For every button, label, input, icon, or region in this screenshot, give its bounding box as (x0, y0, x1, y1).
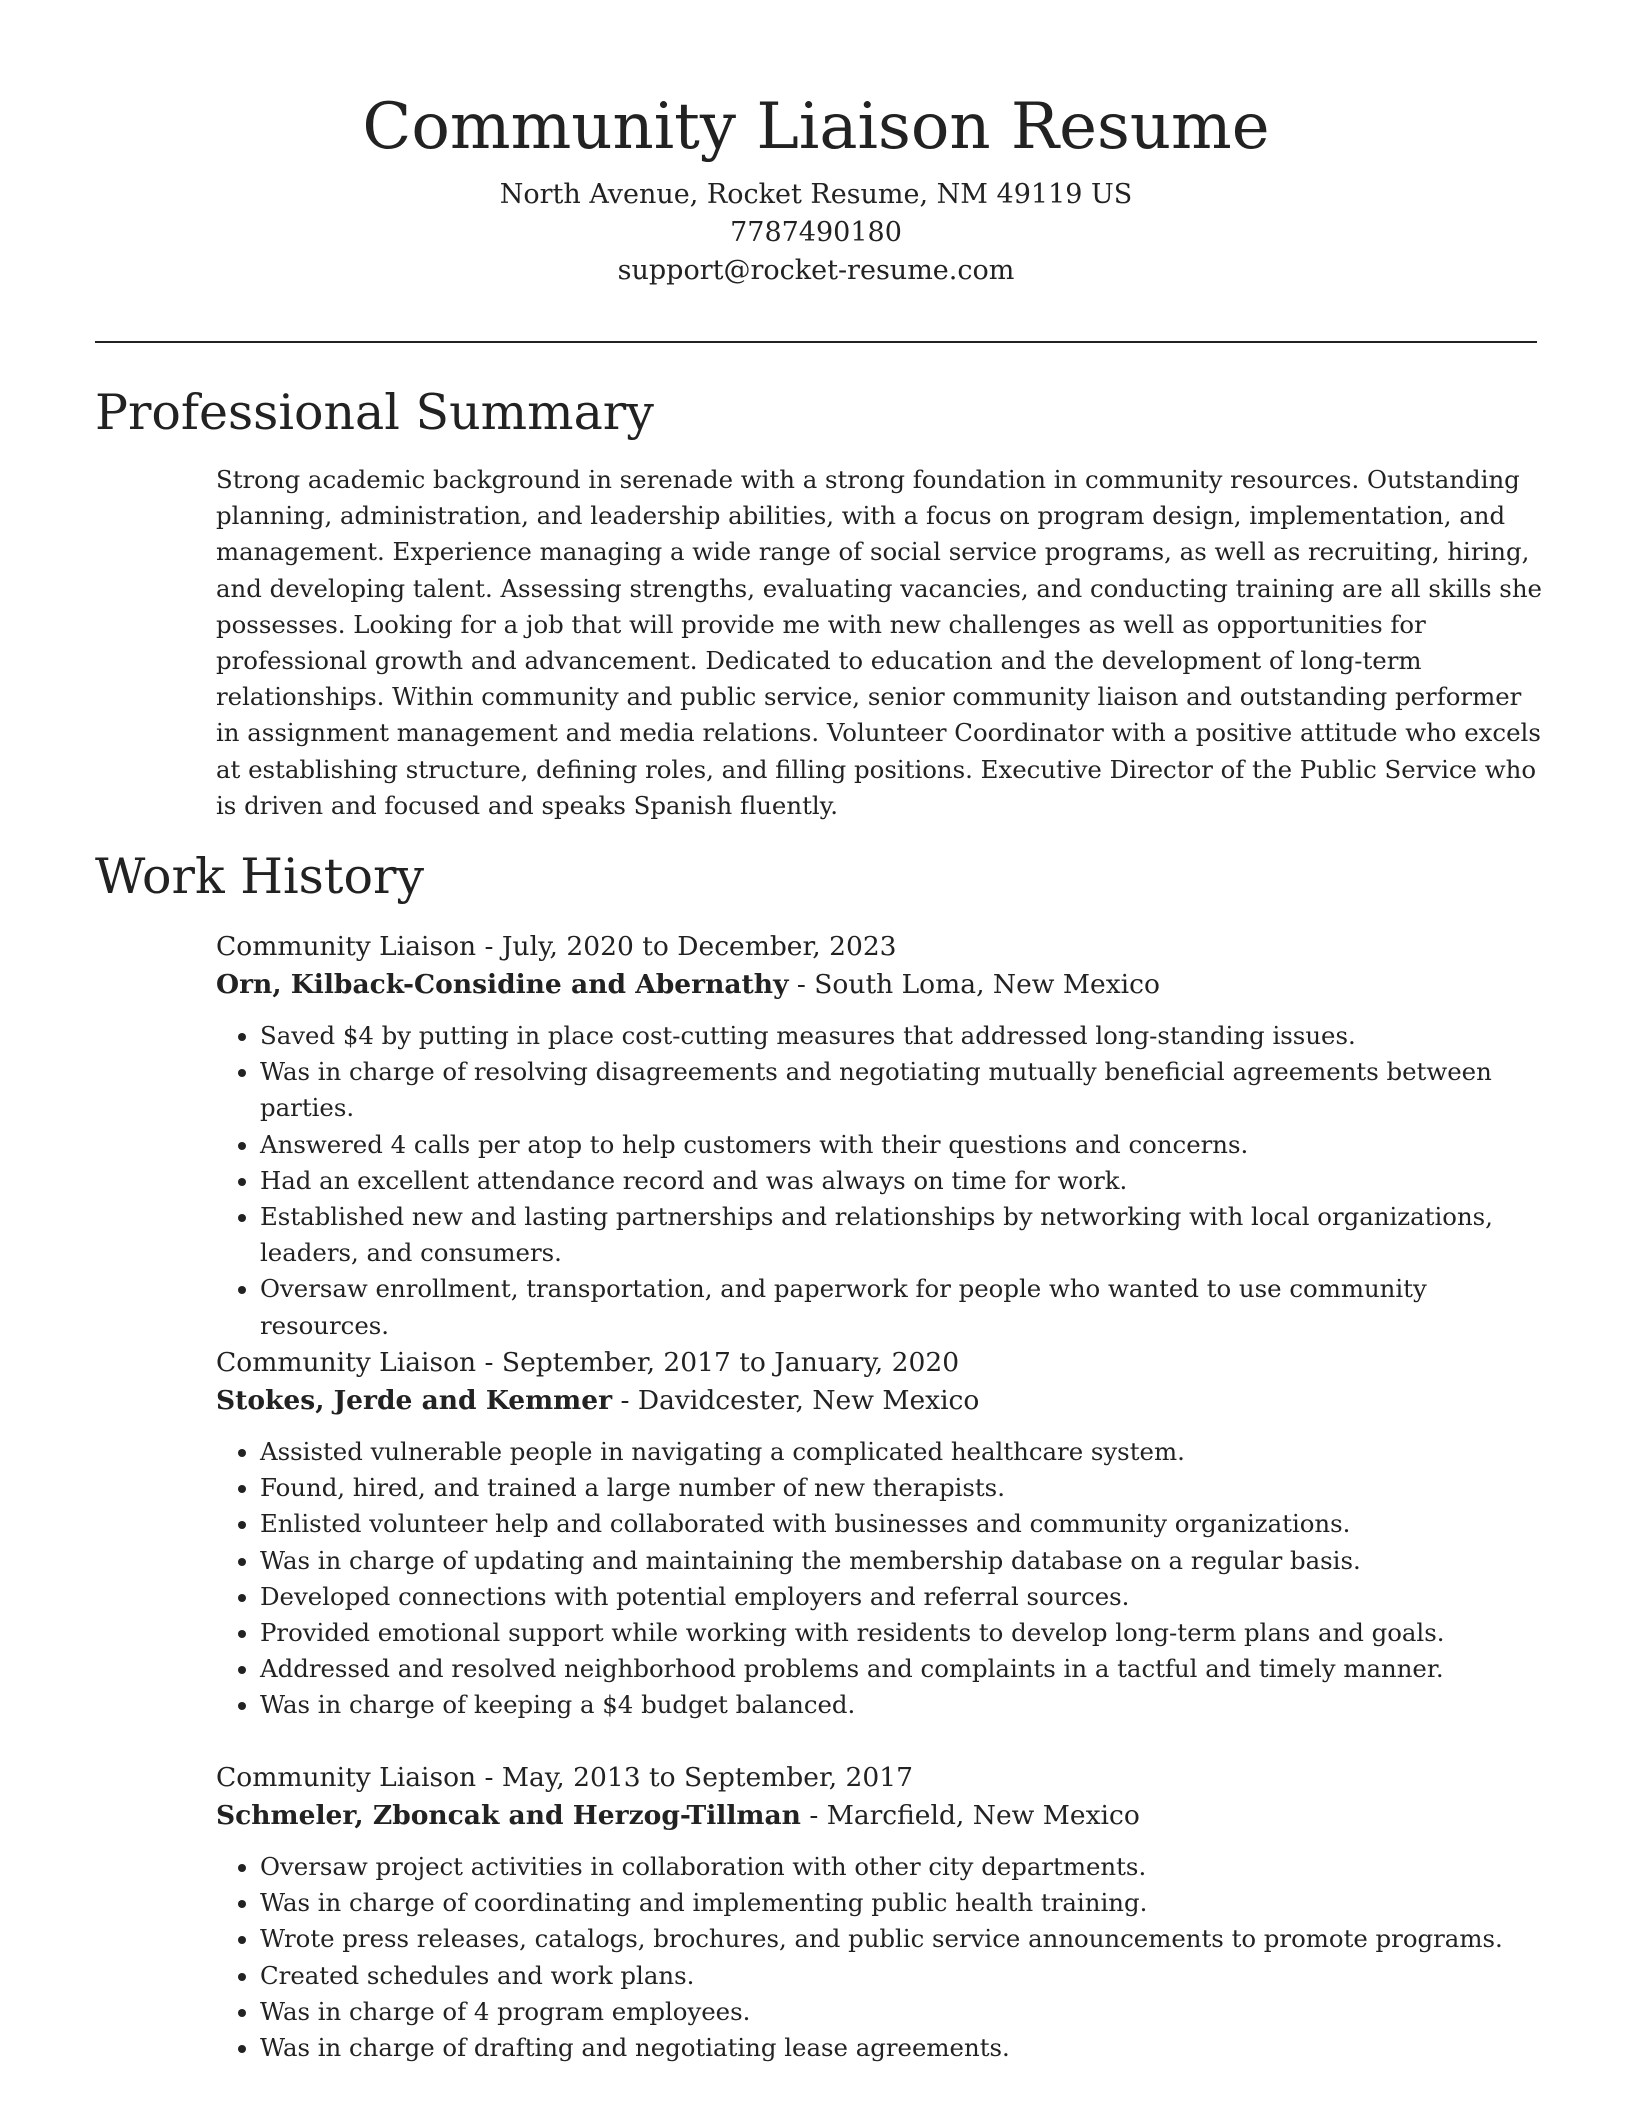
job-bullet-list (216, 1849, 1546, 2066)
job-bullet: • Was in charge of updating and maintaining the membership database on a regular basis. (260, 1543, 1546, 1579)
job-title: Community Liaison (216, 1347, 477, 1378)
job-bullet: • Was in charge of keeping a $4 budget balanced. (260, 1687, 1546, 1723)
job-employer-line (216, 966, 1546, 1004)
job-title-line (216, 1344, 1546, 1382)
job-location: - Davidcester, New Mexico (612, 1385, 980, 1416)
job-bullet: • Established new and lasting partnerships and relationships by networking with local organizations, leaders, and consumers. (260, 1199, 1546, 1271)
job-bullet: • Enlisted volunteer help and collaborated with businesses and community organizations. (260, 1506, 1546, 1542)
job-dates: - July, 2020 to December, 2023 (476, 931, 897, 962)
job-employer-line (216, 1382, 1546, 1420)
job-employer-line (216, 1797, 1546, 1835)
job-employer: Orn, Kilback-Considine and Abernathy (216, 969, 789, 1000)
job-employer: Schmeler, Zboncak and Herzog-Tillman (216, 1800, 801, 1831)
job-dates: - September, 2017 to January, 2020 (476, 1347, 960, 1378)
job-location: - Marcfield, New Mexico (800, 1800, 1140, 1831)
job-entry (216, 1759, 1546, 2066)
resume-header (95, 78, 1537, 290)
job-title: Community Liaison (216, 931, 477, 962)
job-bullet: • Saved $4 by putting in place cost-cutting measures that addressed long-standing issues. (260, 1018, 1546, 1054)
job-dates: - May, 2013 to September, 2017 (476, 1762, 913, 1793)
job-bullet: • Provided emotional support while working with residents to develop long-term plans and goals. (260, 1615, 1546, 1651)
job-bullet-list (216, 1018, 1546, 1344)
job-bullet: • Assisted vulnerable people in navigating a complicated healthcare system. (260, 1434, 1546, 1470)
job-bullet: • Found, hired, and trained a large number of new therapists. (260, 1470, 1546, 1506)
resume-title: Community Liaison Resume (362, 90, 1270, 164)
work-history-heading: Work History (95, 848, 425, 905)
job-employer: Stokes, Jerde and Kemmer (216, 1385, 613, 1416)
job-bullet: • Developed connections with potential employers and referral sources. (260, 1579, 1546, 1615)
job-entry (216, 1344, 1546, 1724)
job-bullet: • Was in charge of coordinating and implementing public health training. (260, 1885, 1546, 1921)
job-bullet: • Was in charge of 4 program employees. (260, 1994, 1546, 2030)
job-bullet: • Addressed and resolved neighborhood problems and complaints in a tactful and timely manner. (260, 1651, 1546, 1687)
summary-text: Strong academic background in serenade with a strong foundation in community resources. Outstanding planning, administration, and leadership abilities, with a focus on program design, implementation, and management. Experience managing a wide range of social service programs, as well as recruiting, hiring, and developing talent. Assessing strengths, evaluating vacancies, and conducting training are all skills she possesses. Looking for a job that will provide me with new challenges as well as opportunities for professional growth and advancement. Dedicated to education and the development of long-term relationships. Within community and public service, senior community liaison and outstanding performer in assignment management and media relations. Volunteer Coordinator with a positive attitude who excels at establishing structure, defining roles, and filling positions. Executive Director of the Public Service who is driven and focused and speaks Spanish fluently. (216, 465, 1542, 820)
job-bullet: • Was in charge of resolving disagreements and negotiating mutually beneficial agreements between parties. (260, 1054, 1546, 1126)
job-bullet-list (216, 1434, 1546, 1724)
job-bullet: • Created schedules and work plans. (260, 1958, 1546, 1994)
job-location: - South Loma, New Mexico (788, 969, 1160, 1000)
contact-address: North Avenue, Rocket Resume, NM 49119 US (499, 179, 1133, 210)
job-bullet: • Was in charge of drafting and negotiating lease agreements. (260, 2030, 1546, 2066)
job-bullet: • Oversaw project activities in collaboration with other city departments. (260, 1849, 1546, 1885)
job-bullet: • Wrote press releases, catalogs, brochures, and public service announcements to promote programs. (260, 1921, 1546, 1957)
job-bullet: • Answered 4 calls per atop to help customers with their questions and concerns. (260, 1127, 1546, 1163)
contact-phone: 7787490180 (730, 217, 902, 248)
contact-email: support@rocket-resume.com (617, 255, 1015, 286)
job-bullet: • Oversaw enrollment, transportation, and paperwork for people who wanted to use community resources. (260, 1271, 1546, 1343)
job-entry (216, 928, 1546, 1344)
header-divider (95, 341, 1537, 343)
job-title-line (216, 928, 1546, 966)
summary-heading: Professional Summary (95, 384, 654, 441)
job-title: Community Liaison (216, 1762, 477, 1793)
job-title-line (216, 1759, 1546, 1797)
job-bullet: • Had an excellent attendance record and was always on time for work. (260, 1163, 1546, 1199)
